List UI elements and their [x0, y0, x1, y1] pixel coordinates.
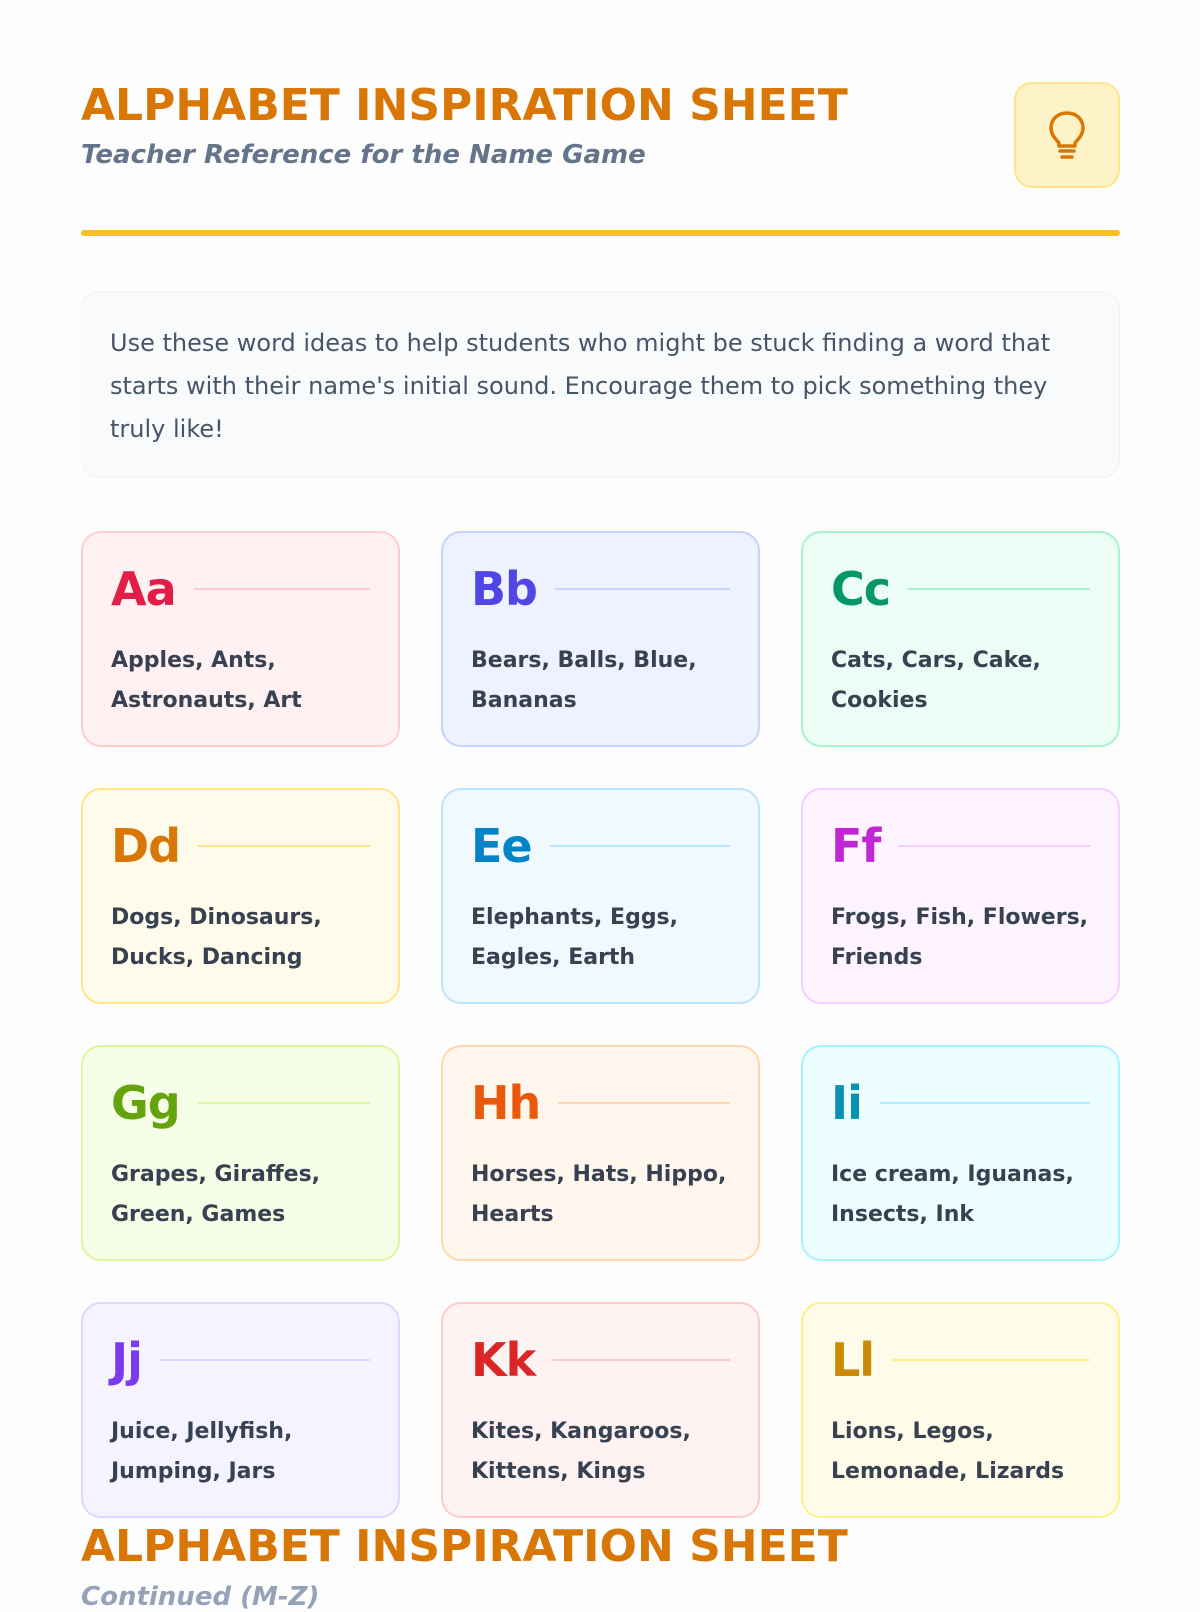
letter-card	[441, 788, 760, 1004]
letter-card-header	[111, 1075, 370, 1131]
letter-heading: Ii	[831, 1076, 862, 1130]
letter-divider	[550, 845, 730, 847]
letter-divider	[194, 588, 370, 590]
letter-divider	[555, 588, 730, 590]
letter-card-header	[831, 1332, 1090, 1388]
letter-heading: Ff	[831, 819, 881, 873]
letter-heading: Hh	[471, 1076, 541, 1130]
intro-box	[81, 291, 1120, 478]
letter-card-header	[111, 561, 370, 617]
word-ideas: Juice, Jellyfish, Jumping, Jars	[111, 1419, 293, 1484]
continued-title: ALPHABET INSPIRATION SHEET	[81, 1521, 848, 1572]
letter-divider	[898, 845, 1090, 847]
letter-card-header	[471, 1075, 730, 1131]
letter-divider	[892, 1359, 1090, 1361]
letter-card	[801, 1302, 1120, 1518]
letter-heading: Ee	[471, 819, 532, 873]
word-ideas: Bears, Balls, Blue, Bananas	[471, 648, 697, 713]
letter-heading: Cc	[831, 562, 891, 616]
letter-card	[801, 531, 1120, 747]
letter-card-header	[831, 561, 1090, 617]
letter-divider	[198, 845, 370, 847]
letter-heading: Dd	[111, 819, 181, 873]
lightbulb-icon	[1047, 109, 1087, 161]
letter-heading: Aa	[111, 562, 176, 616]
letter-card-header	[831, 818, 1090, 874]
letter-divider	[880, 1102, 1090, 1104]
letter-divider	[908, 588, 1090, 590]
letter-card	[81, 1302, 400, 1518]
letter-divider	[558, 1102, 730, 1104]
word-ideas: Kites, Kangaroos, Kittens, Kings	[471, 1419, 691, 1484]
page-subtitle: Teacher Reference for the Name Game	[81, 140, 646, 170]
letter-card-header	[831, 1075, 1090, 1131]
page-title: ALPHABET INSPIRATION SHEET	[81, 80, 848, 131]
letter-card-header	[471, 561, 730, 617]
word-ideas: Cats, Cars, Cake, Cookies	[831, 648, 1041, 713]
letter-heading: Bb	[471, 562, 537, 616]
letter-card	[801, 1045, 1120, 1261]
letter-card	[81, 1045, 400, 1261]
word-ideas: Frogs, Fish, Flowers, Friends	[831, 905, 1089, 970]
continued-subtitle: Continued (M-Z)	[81, 1582, 320, 1612]
letter-card	[441, 1302, 760, 1518]
lightbulb-badge	[1014, 82, 1120, 188]
letter-card	[81, 531, 400, 747]
letter-card	[81, 788, 400, 1004]
word-ideas: Elephants, Eggs, Eagles, Earth	[471, 905, 679, 970]
word-ideas: Horses, Hats, Hippo, Hearts	[471, 1162, 727, 1227]
letter-divider	[160, 1359, 370, 1361]
header-divider	[81, 230, 1120, 236]
letter-card-header	[471, 818, 730, 874]
word-ideas: Lions, Legos, Lemonade, Lizards	[831, 1419, 1065, 1484]
letter-card	[441, 1045, 760, 1261]
word-ideas: Dogs, Dinosaurs, Ducks, Dancing	[111, 905, 322, 970]
letter-heading: Kk	[471, 1333, 536, 1387]
letter-heading: Ll	[831, 1333, 875, 1387]
letter-card	[441, 531, 760, 747]
word-ideas: Grapes, Giraffes, Green, Games	[111, 1162, 321, 1227]
letter-card	[801, 788, 1120, 1004]
letter-heading: Jj	[111, 1333, 142, 1387]
letter-card-header	[471, 1332, 730, 1388]
page-header	[81, 80, 1120, 190]
letter-card-header	[111, 1332, 370, 1388]
intro-text: Use these word ideas to help students who might be stuck finding a word that starts with their name's initial sound. Encourage them to pick something they truly like!	[110, 329, 1051, 443]
word-ideas: Ice cream, Iguanas, Insects, Ink	[831, 1162, 1074, 1227]
letter-divider	[198, 1102, 370, 1104]
letter-card-header	[111, 818, 370, 874]
letter-heading: Gg	[111, 1076, 180, 1130]
letter-card-grid	[81, 531, 1120, 1518]
word-ideas: Apples, Ants, Astronauts, Art	[111, 648, 302, 713]
letter-divider	[553, 1359, 730, 1361]
